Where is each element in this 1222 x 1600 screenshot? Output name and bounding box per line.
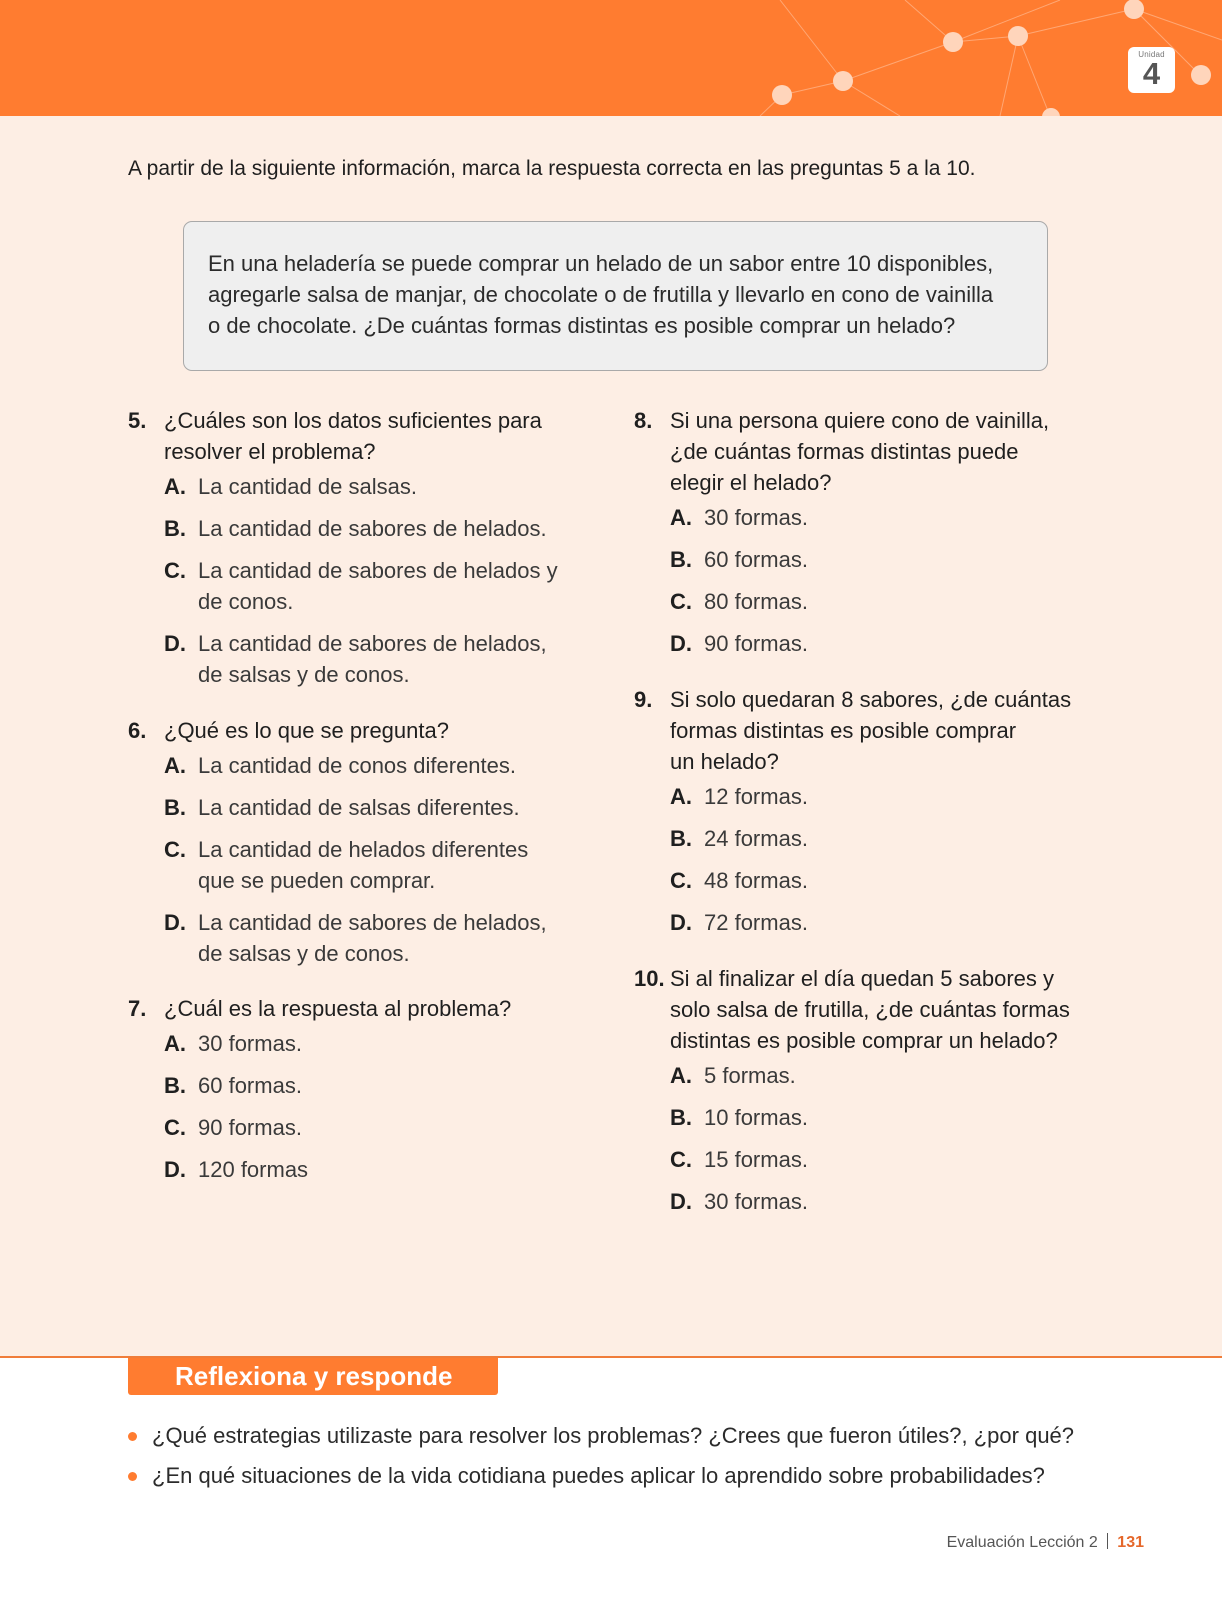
option-text: 10 formas.: [704, 1105, 808, 1130]
question-line: distintas es posible comprar un helado?: [670, 1028, 1058, 1053]
option-b[interactable]: [128, 513, 598, 544]
option-d[interactable]: [128, 628, 598, 690]
option-c[interactable]: [128, 1112, 598, 1143]
option-text: 24 formas.: [704, 826, 808, 851]
bullet-text: ¿En qué situaciones de la vida cotidiana puedes aplicar lo aprendido sobre probabilidades?: [152, 1463, 1045, 1488]
option-letter: C.: [164, 1115, 186, 1140]
option-text: La cantidad de sabores de helados.: [198, 516, 547, 541]
option-c[interactable]: [634, 865, 1104, 896]
question-line: ¿Cuáles son los datos suficientes para: [164, 408, 542, 433]
option-c[interactable]: [634, 1144, 1134, 1175]
footer-section: Evaluación Lección 2: [946, 1534, 1098, 1551]
question-prompt: [634, 963, 1134, 1056]
option-a[interactable]: [634, 502, 1104, 533]
option-text: 72 formas.: [704, 910, 808, 935]
option-text: 5 formas.: [704, 1063, 796, 1088]
option-text: 90 formas.: [704, 631, 808, 656]
option-a[interactable]: [128, 471, 598, 502]
option-letter: C.: [670, 589, 692, 614]
option-letter: C.: [670, 1147, 692, 1172]
question-prompt: [634, 405, 1104, 498]
option-text: La cantidad de conos diferentes.: [198, 753, 517, 778]
option-a[interactable]: [634, 781, 1104, 812]
option-text: 15 formas.: [704, 1147, 808, 1172]
option-c[interactable]: [634, 586, 1104, 617]
option-text: de salsas y de conos.: [198, 941, 410, 966]
option-text: 80 formas.: [704, 589, 808, 614]
question-line: Si una persona quiere cono de vainilla,: [670, 408, 1050, 433]
option-letter: B.: [670, 826, 692, 851]
question-line: Si al finalizar el día quedan 5 sabores y: [670, 966, 1055, 991]
question-7: [128, 993, 598, 1196]
question-6: [128, 715, 598, 980]
option-a[interactable]: [128, 750, 598, 781]
question-number: 6.: [128, 718, 147, 743]
unit-number: 4: [1142, 56, 1161, 91]
question-line: formas distintas es posible comprar: [670, 718, 1017, 743]
option-letter: B.: [164, 516, 186, 541]
question-line: un helado?: [670, 749, 779, 774]
bullet-icon: [128, 1472, 137, 1481]
option-letter: C.: [164, 558, 186, 583]
question-9: [634, 684, 1104, 949]
question-10: [634, 963, 1134, 1228]
option-letter: A.: [670, 505, 692, 530]
question-8: [634, 405, 1104, 670]
option-letter: B.: [164, 1073, 186, 1098]
option-text: La cantidad de sabores de helados,: [198, 631, 547, 656]
option-b[interactable]: [634, 1102, 1134, 1133]
option-letter: D.: [164, 910, 186, 935]
option-d[interactable]: [634, 1186, 1134, 1217]
option-text: 60 formas.: [704, 547, 808, 572]
option-letter: B.: [670, 547, 692, 572]
option-letter: B.: [670, 1105, 692, 1130]
option-text: La cantidad de salsas.: [198, 474, 417, 499]
bullet-text: ¿Qué estrategias utilizaste para resolver los problemas? ¿Crees que fueron útiles?, ¿por qué?: [152, 1423, 1075, 1448]
option-a[interactable]: [634, 1060, 1134, 1091]
option-letter: A.: [164, 474, 186, 499]
header-band: [0, 0, 1222, 116]
page-number: 131: [1117, 1534, 1144, 1551]
instruction-text: A partir de la siguiente información, marca la respuesta correcta en las preguntas 5 a la 10.: [128, 157, 976, 180]
question-number: 9.: [634, 687, 653, 712]
option-text: La cantidad de sabores de helados y: [198, 558, 558, 583]
option-text: 12 formas.: [704, 784, 808, 809]
option-text: 90 formas.: [198, 1115, 302, 1140]
question-line: Si solo quedaran 8 sabores, ¿de cuántas: [670, 687, 1072, 712]
option-d[interactable]: [634, 907, 1104, 938]
option-letter: A.: [164, 1031, 186, 1056]
reflexiona-list: [128, 1420, 1128, 1500]
option-a[interactable]: [128, 1028, 598, 1059]
question-prompt: [128, 405, 598, 467]
option-letter: D.: [670, 631, 692, 656]
option-text: 30 formas.: [198, 1031, 302, 1056]
option-d[interactable]: [128, 907, 598, 969]
question-line: resolver el problema?: [164, 439, 376, 464]
option-text: La cantidad de sabores de helados,: [198, 910, 547, 935]
option-letter: A.: [670, 784, 692, 809]
reflexiona-title: Reflexiona y responde: [128, 1358, 498, 1395]
question-line: ¿Cuál es la respuesta al problema?: [164, 996, 512, 1021]
unit-badge: [1128, 47, 1175, 93]
option-b[interactable]: [634, 544, 1104, 575]
option-c[interactable]: [128, 834, 598, 896]
option-letter: B.: [164, 795, 186, 820]
problem-line: agregarle salsa de manjar, de chocolate o de frutilla y llevarlo en cono de vainilla: [208, 282, 994, 307]
page-footer: [947, 1533, 1144, 1552]
option-letter: A.: [670, 1063, 692, 1088]
question-5: [128, 405, 598, 701]
question-number: 10.: [634, 966, 665, 991]
option-text: de salsas y de conos.: [198, 662, 410, 687]
question-number: 5.: [128, 408, 147, 433]
question-line: solo salsa de frutilla, ¿de cuántas formas: [670, 997, 1070, 1022]
option-letter: D.: [164, 1157, 186, 1182]
option-letter: C.: [670, 868, 692, 893]
option-text: 60 formas.: [198, 1073, 302, 1098]
footer-separator: [1107, 1533, 1109, 1549]
unit-label: Unidad: [1138, 50, 1165, 59]
option-text: 120 formas: [198, 1157, 309, 1182]
option-d[interactable]: [634, 628, 1104, 659]
option-d[interactable]: [128, 1154, 598, 1185]
problem-line: o de chocolate. ¿De cuántas formas distintas es posible comprar un helado?: [208, 313, 956, 338]
question-line: elegir el helado?: [670, 470, 832, 495]
option-text: La cantidad de salsas diferentes.: [198, 795, 520, 820]
problem-line: En una heladería se puede comprar un helado de un sabor entre 10 disponibles,: [208, 251, 994, 276]
option-b[interactable]: [128, 1070, 598, 1101]
question-prompt: [128, 993, 598, 1024]
list-item: [128, 1420, 1128, 1451]
question-number: 8.: [634, 408, 653, 433]
option-letter: D.: [164, 631, 186, 656]
bullet-icon: [128, 1432, 137, 1441]
question-line: ¿Qué es lo que se pregunta?: [164, 718, 449, 743]
option-text: que se pueden comprar.: [198, 868, 436, 893]
option-letter: D.: [670, 910, 692, 935]
option-letter: C.: [164, 837, 186, 862]
option-c[interactable]: [128, 555, 598, 617]
problem-statement-box: [183, 221, 1048, 371]
question-line: ¿de cuántas formas distintas puede: [670, 439, 1019, 464]
option-b[interactable]: [128, 792, 598, 823]
option-letter: D.: [670, 1189, 692, 1214]
question-prompt: [128, 715, 598, 746]
option-b[interactable]: [634, 823, 1104, 854]
list-item: [128, 1460, 1128, 1491]
question-number: 7.: [128, 996, 147, 1021]
option-text: 30 formas.: [704, 1189, 808, 1214]
network-decoration: [0, 0, 1222, 116]
option-text: La cantidad de helados diferentes: [198, 837, 529, 862]
option-text: 48 formas.: [704, 868, 808, 893]
option-text: 30 formas.: [704, 505, 808, 530]
option-text: de conos.: [198, 589, 294, 614]
question-prompt: [634, 684, 1104, 777]
option-letter: A.: [164, 753, 186, 778]
